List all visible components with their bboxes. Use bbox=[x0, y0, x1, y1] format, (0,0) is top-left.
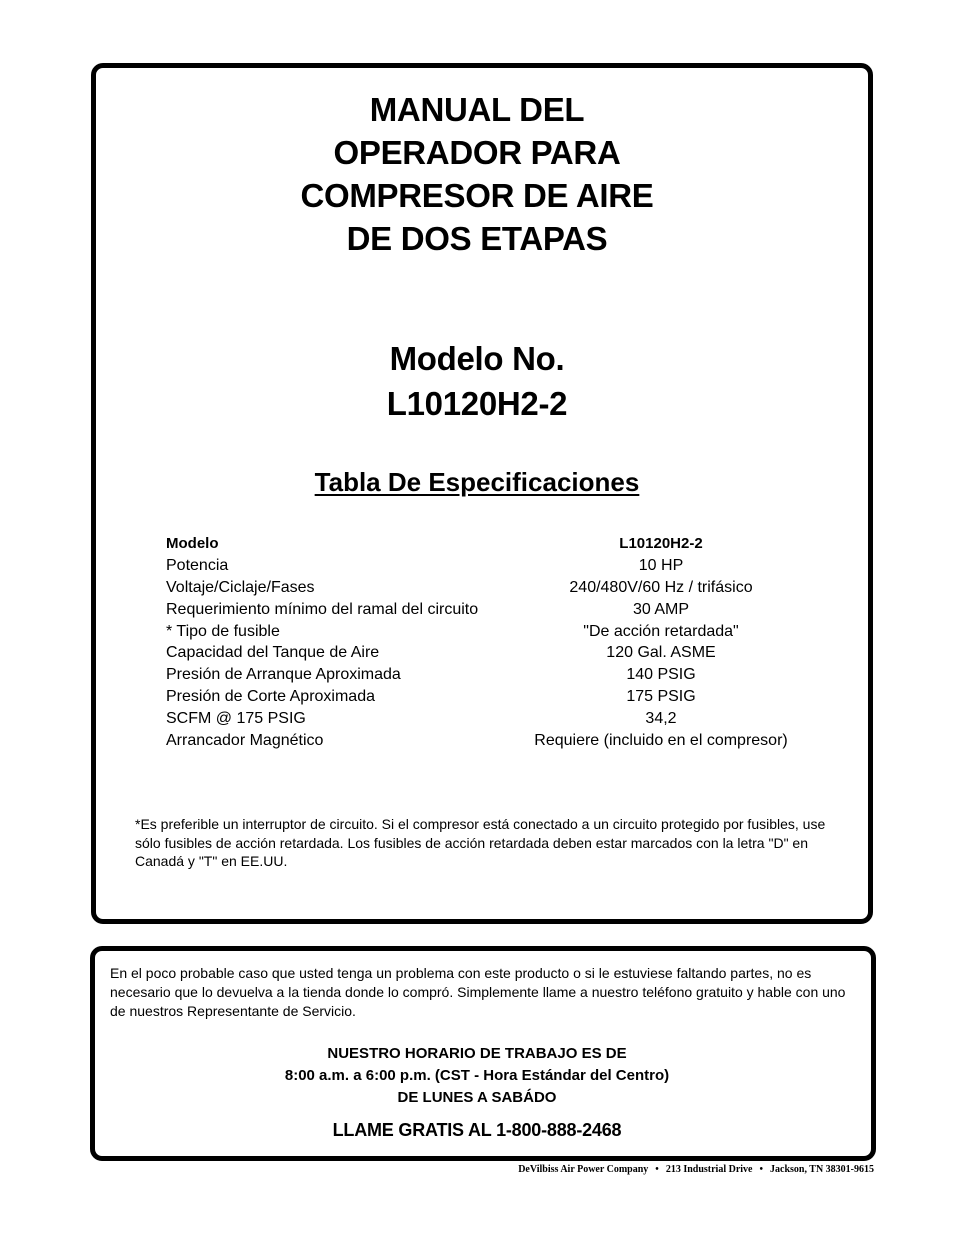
hours-heading: NUESTRO HORARIO DE TRABAJO ES DE bbox=[327, 1045, 627, 1062]
spec-label: Requerimiento mínimo del ramal del circuito bbox=[166, 600, 479, 618]
spec-row bbox=[166, 664, 806, 686]
spec-row bbox=[166, 555, 806, 577]
contact-paragraph: En el poco probable caso que usted tenga un problema con este producto o si le estuviese faltando partes, no es necesario que lo devuelva a la tienda donde lo compró. Simplemente llame a nuestro teléfono gratuito y hable con uno de nuestros Representante de Servicio. bbox=[110, 965, 846, 1019]
spec-row bbox=[166, 599, 806, 621]
toll-free-phone: LLAME GRATIS AL 1-800-888-2468 bbox=[332, 1120, 622, 1140]
model-number: L10120H2-2 bbox=[386, 385, 568, 422]
spec-value: 120 Gal. ASME bbox=[606, 644, 716, 662]
spec-value: 140 PSIG bbox=[626, 666, 696, 684]
company-footer bbox=[518, 1162, 874, 1178]
spec-value: 30 AMP bbox=[632, 600, 690, 618]
spec-value: "De acción retardada" bbox=[583, 622, 739, 640]
spec-label: Potencia bbox=[166, 556, 229, 574]
spec-value: 240/480V/60 Hz / trifásico bbox=[569, 578, 753, 596]
spec-row bbox=[166, 577, 806, 599]
spec-label: Capacidad del Tanque de Aire bbox=[166, 644, 380, 662]
manual-title-line: MANUAL DEL bbox=[369, 91, 585, 128]
spec-value: 34,2 bbox=[645, 710, 677, 728]
manual-title-line: DE DOS ETAPAS bbox=[346, 220, 608, 257]
model-title bbox=[0, 336, 954, 426]
company-address: 213 Industrial Drive bbox=[665, 1164, 753, 1175]
spec-label: * Tipo de fusible bbox=[166, 622, 280, 640]
spec-table-header-row bbox=[166, 533, 806, 555]
spec-value: 10 HP bbox=[638, 556, 684, 574]
spec-value: 175 PSIG bbox=[626, 688, 696, 706]
spec-table bbox=[166, 533, 806, 752]
bullet-separator: • bbox=[655, 1164, 659, 1175]
spec-label: Presión de Corte Aproximada bbox=[166, 688, 375, 706]
spec-row bbox=[166, 642, 806, 664]
spec-label: Presión de Arranque Aproximada bbox=[166, 666, 401, 684]
fuse-footnote: *Es preferible un interruptor de circuito. Si el compresor está conectado a un circuito protegido por fusibles, use sólo fusibles de acción retardada. Los fusibles de acción retardada deben estar marcados con la letra "D" en Canadá y "T" en EE.UU. bbox=[135, 816, 826, 869]
manual-title-line: OPERADOR PARA bbox=[333, 134, 621, 171]
manual-title bbox=[0, 88, 954, 260]
spec-label: SCFM @ 175 PSIG bbox=[166, 710, 306, 728]
company-city: Jackson, TN 38301-9615 bbox=[770, 1164, 874, 1175]
spec-row bbox=[166, 730, 806, 752]
spec-label: Voltaje/Ciclaje/Fases bbox=[166, 578, 315, 596]
spec-row bbox=[166, 621, 806, 643]
spec-value: Requiere (incluido en el compresor) bbox=[534, 731, 788, 749]
company-name: DeVilbiss Air Power Company bbox=[518, 1164, 649, 1175]
spec-row bbox=[166, 686, 806, 708]
manual-title-line: COMPRESOR DE AIRE bbox=[300, 177, 654, 214]
spec-table-heading: Tabla De Especificaciones bbox=[314, 467, 640, 497]
hours-days: DE LUNES A SABÁDO bbox=[397, 1089, 557, 1106]
spec-row bbox=[166, 708, 806, 730]
hours-time: 8:00 a.m. a 6:00 p.m. (CST - Hora Estándar del Centro) bbox=[284, 1067, 670, 1084]
spec-label: Arrancador Magnético bbox=[166, 731, 324, 749]
spec-label: Modelo bbox=[166, 535, 219, 553]
model-label: Modelo No. bbox=[389, 340, 565, 377]
spec-value: L10120H2-2 bbox=[619, 535, 703, 553]
bullet-separator: • bbox=[759, 1164, 763, 1175]
